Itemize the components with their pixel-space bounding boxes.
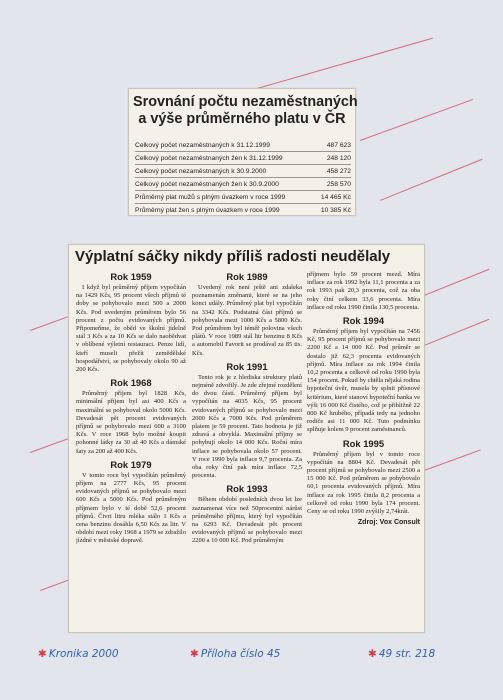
red-star-icon: ✱ <box>190 648 199 660</box>
section-heading-1979: Rok 1979 <box>110 458 152 470</box>
stats-table <box>135 139 351 216</box>
article-column-1 <box>76 271 186 549</box>
handwritten-note-appendix <box>190 648 280 660</box>
section-heading-1994: Rok 1994 <box>342 315 385 327</box>
stats-value: 10 385 Kč <box>320 206 351 214</box>
article-column-3 <box>307 271 420 526</box>
section-heading-1959: Rok 1959 <box>110 271 152 282</box>
section-text-1991: Tento rok je z hlediska struktury platů nejméně zdvořilý. Je zde zřejmé rozdělení do dvou částí. Průměrný příjem byl vypočítán na 4035 Kčs, 95 procent evidovaných příjmů se pohybovalo mezi 2000 Kčs a 7000 Kčs. Pod průměrem platem je 59 procent. Tato hodnota je již zdravá a obvyklá. Maximální příjmy se pohybují okolo 14 000 Kčs. Roční míra inflace se pohybovala okolo 57 procent. V roce 1990 byla inflace 9,7 procenta. Za oba roky činí pak míra inflace 72,5 procenta. <box>192 373 302 480</box>
stats-label: Průměrný plat mužů s plným úvazkem v roce 1999 <box>135 193 286 201</box>
section-text-1959: I když byl průměrný příjem vypočítán na 1429 Kčs, 95 procent všech příjmů té doby se pohybovalo mezi 500 a 2000 Kčs. Pod uvedeným průměrem bylo 56 procent z počtu evidovaných příjmů. Připomeňme, že oběd ve školní jídelně stál 3 Kčs a za 10 Kčs se dalo naobědvat v oblíbené výletní restauraci. Penze lidí, kteří museli přežít zemědělské hospodářství, se pohybovaly okolo 90 až 200 Kčs. <box>76 284 186 374</box>
red-guide-line <box>360 99 473 141</box>
stats-label: Celkový počet nezaměstnaných k 31.12.1999 <box>135 141 270 149</box>
section-heading-1991: Rok 1991 <box>226 360 268 372</box>
stats-value: 258 570 <box>326 180 351 188</box>
section-text-1979: V tomto roce byl vypočítán průměrný příjem na 2777 Kčs, 95 procent evidovaných příjmů se pohybovalo mezi 600 Kčs a 5000 Kčs. Pod průměrným příjmem bylo v té době 52,6 procent příjmů. Čtvrt litru mléka stálo 1 Kčs a cena benzinu dosáhla 6,50 Kčs za litr. V období mezi roky 1968 a 1979 se zdražilo jízdné v městské dopravě. <box>76 471 186 545</box>
stats-value: 14 465 Kč <box>320 193 351 201</box>
note-text: Kronika 2000 <box>48 648 119 660</box>
section-text-1994: Průměrný příjem byl vypočítán na 7456 Kč, 95 procent příjmů se pohybovalo mezi 2200 Kč a 14 000 Kč. Pod průměr se dostalo již 62,3 procenta evidovaných příjmů. Míra inflace za rok 1994 činila 10,2 procenta a celkově od roku 1990 byla 154 procent. Pokud by chtěla nějaká rodina hypoteční úvěr, musela by splnit přísnové kritérium, které stanoví hypoteční banka ve výši 16 000 Kč čistého, což je přibližně 22 000 Kč hrubého, případá tedy na jednoho rodiče asi 11 000 Kč. Tuto podmínku splňuje kolem 9 procent zaměstnanců. <box>307 328 420 434</box>
handwritten-note-chronicle <box>38 648 119 660</box>
section-heading-1993: Rok 1993 <box>226 483 268 495</box>
section-text-1989: Uvedený rok není ještě ani zdaleka poznamenán změnami, které se na jeho konci udály. Průměrný plat byl vypočítán na 3342 Kčs. Podstatná část příjmů se pohybovala mezi 1000 Kčs a 5800 Kčs. Pod průměrem byl téměř polovina všech plátů. V roce 1989 stál litr benzinu 8 Kčs a automobil Favorit se prodával za 85 tis. Kčs. <box>192 284 302 357</box>
salary-article-clipping <box>68 244 425 633</box>
stats-row <box>135 152 351 165</box>
stats-row <box>135 139 351 152</box>
stats-row <box>135 165 351 178</box>
stats-value: 248 120 <box>326 154 351 162</box>
stats-row <box>135 204 351 216</box>
red-guide-line <box>424 449 481 470</box>
red-guide-line <box>30 316 68 331</box>
section-text-1993: Během období posledních dvou let lze zaznamenat více než 50procentní nárůst průměrného příjmu, který byl vypočítán na 6293 Kč. Devadesát pět procent evidovaných příjmů se pohybovalo mezi 2200 a 10 000 Kč. Pod průměrným <box>192 496 302 545</box>
stats-row <box>135 178 351 191</box>
stats-label: Celkový počet nezaměstnaných k 30.9.2000 <box>135 167 267 175</box>
stats-label: Celkový počet nezaměstnaných žen k 30.9.2000 <box>135 180 279 188</box>
stats-title-line1: Srovnání počtu nezaměstnaných <box>133 94 358 110</box>
stats-value: 458 272 <box>326 167 351 175</box>
red-star-icon: ✱ <box>38 648 47 660</box>
unemployment-stats-clipping <box>128 88 356 216</box>
stats-title <box>133 94 358 128</box>
section-text-1995: Průměrný příjem byl v tomto roce vypočítán na 8804 Kč. Devadesát pět procent příjmů se pohybovalo mezi 2500 a 15 000 Kč. Pod průměrem se pohybovalo 60,1 procenta evidovaných příjmů. Míra inflace za rok 1995 činila 8,2 procenta a celkově od roku 1990 byla 174 procent. Ceny se od roku 1990 zvýšily 2,74krát. <box>307 450 420 516</box>
handwritten-note-page <box>368 648 435 660</box>
stats-title-line2: a výše průměrného platu v ČR <box>138 111 346 127</box>
article-column-2 <box>192 271 302 549</box>
red-guide-line <box>380 159 482 201</box>
red-guide-line <box>424 319 489 346</box>
red-guide-line <box>30 438 68 453</box>
section-heading-1968: Rok 1968 <box>110 377 152 389</box>
note-text: Příloha číslo 45 <box>200 648 281 660</box>
red-guide-line <box>424 269 489 296</box>
section-heading-1995: Rok 1995 <box>342 437 385 449</box>
red-star-icon: ✱ <box>368 648 377 660</box>
section-text-1968: Průměrný příjem byl 1828 Kčs, minimální příjem byl asi 400 Kčs a maximální se pohyboval okolo 5000 Kčs. Devadesát pět procent evidovaných příjmů se pohybovalo mezi 600 a 3100 Kčs. V roce 1968 bylo možné koupit pohonné látky za 30 až 40 Kčs a dámské šaty za 200 až 400 Kčs. <box>76 390 186 455</box>
article-source: Zdroj: Vox Consult <box>357 519 420 527</box>
red-guide-line <box>40 580 69 591</box>
stats-value: 487 623 <box>326 141 351 149</box>
section-text-1993-cont: příjmem bylo 59 procent mezd. Míra inflace za rok 1992 byla 11,1 procenta a za rok 1993 pak 20,3 procenta, což za oba roky činí celkem 33,6 procenta. Míra inflace od roku 1990 činila 130,5 procenta. <box>307 271 420 311</box>
red-guide-line <box>250 38 433 91</box>
note-text: 49 str. 218 <box>378 648 436 660</box>
article-headline: Výplatní sáčky nikdy příliš radosti neudělaly <box>75 248 391 265</box>
stats-row <box>135 191 351 204</box>
stats-label: Celkový počet nezaměstnaných žen k 31.12.1999 <box>135 154 283 162</box>
stats-label: Průměrný plat žen s plným úvazkem v roce 1999 <box>135 206 280 214</box>
section-heading-1989: Rok 1989 <box>226 271 268 282</box>
